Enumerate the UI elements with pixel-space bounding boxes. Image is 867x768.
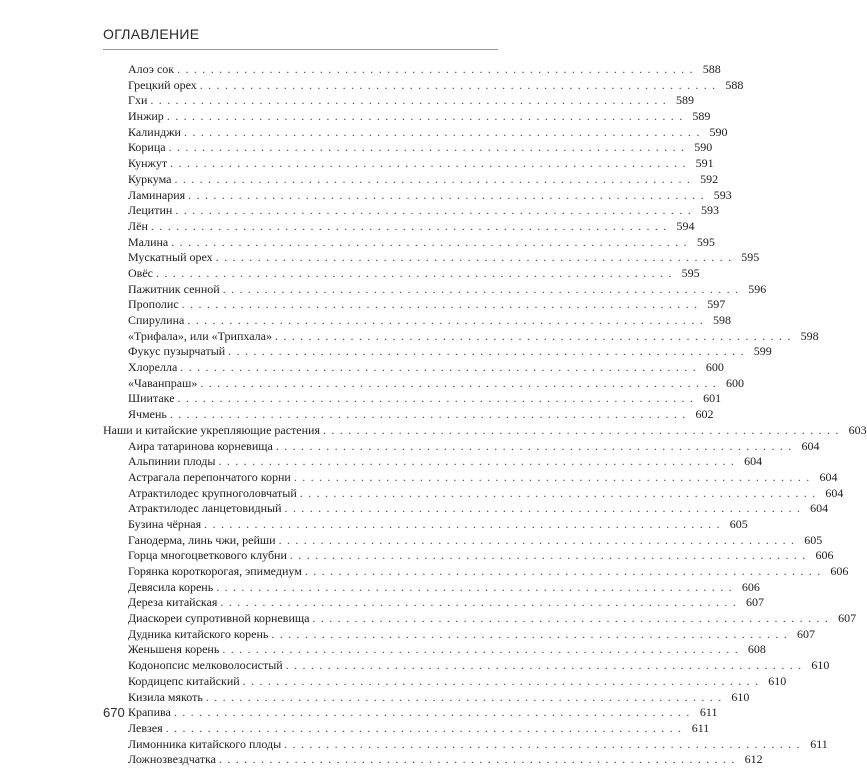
table-of-contents	[103, 62, 867, 768]
dot-leader: . . . . . . . . . . . . . . . . . . . . . . . . . . . . . . . . . . . . . . . . . . . . . . . . . . . . . . . . . . . . . .	[218, 752, 736, 767]
toc-entry-page: 590	[694, 140, 713, 155]
dot-leader: . . . . . . . . . . . . . . . . . . . . . . . . . . . . . . . . . . . . . . . . . . . . . . . . . . . . . . . . . . . . . .	[173, 705, 691, 720]
toc-entry[interactable]	[103, 422, 867, 439]
toc-entry-title: Гхи	[128, 93, 148, 108]
toc-entry[interactable]	[103, 705, 718, 721]
toc-entry[interactable]	[103, 391, 722, 407]
toc-entry-title: Калинджи	[128, 124, 181, 139]
toc-entry[interactable]	[103, 250, 760, 266]
dot-leader: . . . . . . . . . . . . . . . . . . . . . . . . . . . . . . . . . . . . . . . . . . . . . . . . . . . . . . . . . . . . . .	[289, 548, 807, 563]
running-header: ОГЛАВЛЕНИЕ	[103, 26, 200, 42]
dot-leader: . . . . . . . . . . . . . . . . . . . . . . . . . . . . . . . . . . . . . . . . . . . . . . . . . . . . . . . . . . . . . .	[216, 579, 733, 594]
toc-entry[interactable]	[103, 752, 763, 768]
toc-entry-title: Мускатный орех	[128, 250, 213, 265]
toc-entry-title: Малина	[128, 234, 169, 249]
toc-entry-page: 604	[810, 501, 829, 516]
toc-entry[interactable]	[103, 469, 838, 486]
dot-leader: . . . . . . . . . . . . . . . . . . . . . . . . . . . . . . . . . . . . . . . . . . . . . . . . . . . . . . . . . . . . . .	[222, 281, 740, 296]
toc-entry-page: 588	[725, 77, 744, 92]
toc-entry[interactable]	[103, 62, 721, 78]
toc-entry-title: Горца многоцветкового клубни	[128, 548, 287, 563]
toc-entry-title: Грецкий орех	[128, 77, 197, 92]
toc-entry[interactable]	[103, 171, 719, 188]
toc-entry-page: 604	[825, 485, 844, 500]
toc-entry[interactable]	[103, 564, 849, 580]
toc-entry-title: Бузина чёрная	[128, 516, 202, 531]
dot-leader: . . . . . . . . . . . . . . . . . . . . . . . . . . . . . . . . . . . . . . . . . . . . . . . . . . . . . . . . . . . . . .	[166, 109, 684, 124]
dot-leader: . . . . . . . . . . . . . . . . . . . . . . . . . . . . . . . . . . . . . . . . . . . . . . . . . . . . . . . . . . . . . .	[218, 454, 736, 469]
toc-entry-title: Дереза китайская	[128, 595, 218, 610]
dot-leader: . . . . . . . . . . . . . . . . . . . . . . . . . . . . . . . . . . . . . . . . . . . . . . . . . . . . . . . . . . . . . .	[150, 218, 668, 233]
dot-leader: . . . . . . . . . . . . . . . . . . . . . . . . . . . . . . . . . . . . . . . . . . . . . . . . . . . . . . . . . . . . . .	[177, 391, 695, 406]
toc-entry-title: Альпинии плоды	[128, 454, 216, 469]
toc-entry[interactable]	[103, 438, 820, 455]
toc-entry-page: 606	[830, 564, 849, 578]
toc-entry-page: 607	[838, 611, 857, 626]
dot-leader: . . . . . . . . . . . . . . . . . . . . . . . . . . . . . . . . . . . . . . . . . . . . . . . . . . . . . . . . . . . . . .	[177, 62, 694, 76]
toc-entry-page: 594	[676, 218, 695, 233]
toc-entry-title: Кизила мякоть	[128, 689, 203, 704]
dot-leader: . . . . . . . . . . . . . . . . . . . . . . . . . . . . . . . . . . . . . . . . . . . . . . . . . . . . . . . . . . . . . .	[275, 438, 793, 453]
dot-leader: . . . . . . . . . . . . . . . . . . . . . . . . . . . . . . . . . . . . . . . . . . . . . . . . . . . . . . . . . . . . . .	[222, 642, 739, 657]
toc-entry[interactable]	[103, 689, 750, 706]
dot-leader: . . . . . . . . . . . . . . . . . . . . . . . . . . . . . . . . . . . . . . . . . . . . . . . . . . . . . . . . . . . . . .	[312, 611, 830, 626]
toc-entry[interactable]	[103, 265, 700, 282]
dot-leader: . . . . . . . . . . . . . . . . . . . . . . . . . . . . . . . . . . . . . . . . . . . . . . . . . . . . . . . . . . . . . .	[304, 564, 822, 578]
header-rule	[103, 49, 498, 50]
toc-entry[interactable]	[103, 642, 766, 658]
toc-entry-page: 611	[810, 736, 828, 751]
toc-entry[interactable]	[103, 579, 760, 596]
toc-entry[interactable]	[103, 626, 815, 643]
toc-entry[interactable]	[103, 313, 731, 329]
toc-entry-page: 603	[848, 422, 867, 437]
toc-entry[interactable]	[103, 218, 695, 235]
dot-leader: . . . . . . . . . . . . . . . . . . . . . . . . . . . . . . . . . . . . . . . . . . . . . . . . . . . . . . . . . . . . . .	[220, 595, 738, 610]
toc-entry[interactable]	[103, 77, 744, 94]
dot-leader: . . . . . . . . . . . . . . . . . . . . . . . . . . . . . . . . . . . . . . . . . . . . . . . . . . . . . . . . . . . . . .	[271, 626, 788, 641]
toc-entry[interactable]	[103, 328, 819, 345]
toc-entry-title: Лён	[128, 218, 148, 233]
dot-leader: . . . . . . . . . . . . . . . . . . . . . . . . . . . . . . . . . . . . . . . . . . . . . . . . . . . . . . . . . . . . . .	[169, 407, 687, 422]
dot-leader: . . . . . . . . . . . . . . . . . . . . . . . . . . . . . . . . . . . . . . . . . . . . . . . . . . . . . . . . . . . . . .	[180, 360, 697, 375]
toc-entry[interactable]	[103, 124, 728, 141]
dot-leader: . . . . . . . . . . . . . . . . . . . . . . . . . . . . . . . . . . . . . . . . . . . . . . . . . . . . . . . . . . . . . .	[299, 485, 817, 500]
toc-entry-title: Хлорелла	[128, 360, 178, 375]
toc-entry-page: 590	[709, 124, 728, 139]
toc-entry-title: Женьшеня корень	[128, 642, 220, 657]
toc-entry-title: Диаскореи супротивной корневища	[128, 611, 310, 626]
toc-entry-title: Наши и китайские укрепляющие растения	[103, 422, 320, 437]
dot-leader: . . . . . . . . . . . . . . . . . . . . . . . . . . . . . . . . . . . . . . . . . . . . . . . . . . . . . . . . . . . . . .	[204, 516, 721, 531]
toc-entry[interactable]	[103, 203, 719, 219]
dot-leader: . . . . . . . . . . . . . . . . . . . . . . . . . . . . . . . . . . . . . . . . . . . . . . . . . . . . . . . . . . . . . .	[284, 501, 802, 516]
toc-entry-page: 611	[699, 705, 718, 720]
toc-entry-page: 593	[700, 203, 719, 218]
toc-entry[interactable]	[103, 109, 711, 125]
toc-entry-page: 597	[707, 297, 726, 312]
toc-entry-title: Кордицепс китайский	[128, 673, 240, 688]
dot-leader: . . . . . . . . . . . . . . . . . . . . . . . . . . . . . . . . . . . . . . . . . . . . . . . . . . . . . . . . . . . . . .	[284, 736, 801, 751]
toc-entry-page: 607	[796, 626, 815, 641]
toc-entry-title: Спирулина	[128, 313, 185, 327]
toc-entry-title: Крапива	[128, 705, 171, 720]
dot-leader: . . . . . . . . . . . . . . . . . . . . . . . . . . . . . . . . . . . . . . . . . . . . . . . . . . . . . . . . . . . . . .	[278, 532, 796, 547]
toc-entry[interactable]	[103, 516, 748, 533]
toc-entry-page: 611	[691, 720, 710, 735]
toc-entry-page: 595	[681, 265, 700, 280]
toc-entry-title: Фукус пузырчатый	[128, 344, 226, 359]
toc-entry-page: 601	[703, 391, 722, 406]
toc-entry[interactable]	[103, 93, 694, 109]
toc-entry-title: Лимонника китайского плоды	[128, 736, 282, 751]
dot-leader: . . . . . . . . . . . . . . . . . . . . . . . . . . . . . . . . . . . . . . . . . . . . . . . . . . . . . . . . . . . . . .	[242, 673, 760, 688]
toc-entry-page: 593	[713, 187, 732, 202]
toc-entry-title: Ганодерма, линь чжи, рейши	[128, 532, 276, 547]
dot-leader: . . . . . . . . . . . . . . . . . . . . . . . . . . . . . . . . . . . . . . . . . . . . . . . . . . . . . . . . . . . . . .	[323, 422, 840, 437]
toc-entry-title: Девясила корень	[128, 579, 214, 594]
toc-entry-title: Куркума	[128, 171, 172, 186]
dot-leader: . . . . . . . . . . . . . . . . . . . . . . . . . . . . . . . . . . . . . . . . . . . . . . . . . . . . . . . . . . . . . .	[205, 689, 723, 704]
dot-leader: . . . . . . . . . . . . . . . . . . . . . . . . . . . . . . . . . . . . . . . . . . . . . . . . . . . . . . . . . . . . . .	[181, 297, 699, 312]
toc-entry-page: 605	[729, 516, 748, 531]
toc-entry[interactable]	[103, 454, 763, 470]
toc-entry-title: Горянка короткорогая, эпимедиум	[128, 564, 302, 578]
toc-entry-page: 598	[800, 328, 819, 343]
toc-entry-page: 588	[702, 62, 721, 76]
toc-entry[interactable]	[103, 297, 726, 313]
dot-leader: . . . . . . . . . . . . . . . . . . . . . . . . . . . . . . . . . . . . . . . . . . . . . . . . . . . . . . . . . . . . . .	[150, 93, 667, 108]
dot-leader: . . . . . . . . . . . . . . . . . . . . . . . . . . . . . . . . . . . . . . . . . . . . . . . . . . . . . . . . . . . . . .	[200, 375, 717, 390]
dot-leader: . . . . . . . . . . . . . . . . . . . . . . . . . . . . . . . . . . . . . . . . . . . . . . . . . . . . . . . . . . . . . .	[183, 124, 701, 139]
toc-entry-title: «Чаванпраш»	[128, 375, 198, 390]
toc-entry-page: 595	[696, 234, 715, 249]
toc-entry-title: Дудника китайского корень	[128, 626, 269, 641]
dot-leader: . . . . . . . . . . . . . . . . . . . . . . . . . . . . . . . . . . . . . . . . . . . . . . . . . . . . . . . . . . . . . .	[293, 469, 811, 484]
toc-entry[interactable]	[103, 485, 844, 502]
toc-entry[interactable]	[103, 532, 823, 549]
toc-entry-title: Левзея	[128, 720, 163, 735]
toc-entry[interactable]	[103, 187, 732, 204]
toc-entry-page: 610	[811, 658, 830, 673]
toc-entry-title: Прополис	[128, 297, 179, 312]
toc-entry-page: 600	[705, 360, 724, 375]
toc-entry-page: 612	[744, 752, 763, 767]
toc-entry-page: 610	[731, 689, 750, 704]
toc-entry-title: Овёс	[128, 265, 153, 280]
toc-entry-title: Ламинария	[128, 187, 186, 202]
toc-entry[interactable]	[103, 736, 828, 753]
toc-entry-page: 596	[748, 281, 767, 296]
toc-entry[interactable]	[103, 501, 829, 517]
toc-entry[interactable]	[103, 611, 857, 627]
toc-entry-page: 591	[695, 156, 714, 171]
toc-entry-page: 592	[700, 171, 719, 186]
toc-entry-title: Аира татаринова корневища	[128, 438, 273, 453]
toc-entry[interactable]	[103, 548, 834, 564]
toc-entry-title: Алоэ сок	[128, 62, 175, 76]
toc-entry-title: Ложнозвездчатка	[128, 752, 216, 767]
dot-leader: . . . . . . . . . . . . . . . . . . . . . . . . . . . . . . . . . . . . . . . . . . . . . . . . . . . . . . . . . . . . . .	[174, 171, 692, 186]
toc-entry-page: 606	[741, 579, 760, 594]
toc-entry-title: Инжир	[128, 109, 164, 124]
toc-entry[interactable]	[103, 281, 767, 298]
toc-entry[interactable]	[103, 375, 744, 392]
toc-entry-page: 602	[695, 407, 714, 422]
toc-entry[interactable]	[103, 360, 724, 376]
toc-entry-title: Корица	[128, 140, 166, 155]
dot-leader: . . . . . . . . . . . . . . . . . . . . . . . . . . . . . . . . . . . . . . . . . . . . . . . . . . . . . . . . . . . . . .	[155, 265, 673, 280]
toc-entry[interactable]	[103, 720, 710, 737]
toc-entry[interactable]	[103, 344, 772, 360]
toc-entry-title: Кодонопсис мелковолосистый	[128, 658, 283, 673]
dot-leader: . . . . . . . . . . . . . . . . . . . . . . . . . . . . . . . . . . . . . . . . . . . . . . . . . . . . . . . . . . . . . .	[175, 203, 692, 218]
toc-entry-title: Шиитаке	[128, 391, 175, 406]
toc-entry-title: «Трифала», или «Трипхала»	[128, 328, 272, 343]
dot-leader: . . . . . . . . . . . . . . . . . . . . . . . . . . . . . . . . . . . . . . . . . . . . . . . . . . . . . . . . . . . . . .	[170, 156, 687, 171]
dot-leader: . . . . . . . . . . . . . . . . . . . . . . . . . . . . . . . . . . . . . . . . . . . . . . . . . . . . . . . . . . . . . .	[285, 658, 803, 673]
toc-entry-page: 607	[746, 595, 765, 610]
toc-entry-page: 600	[725, 375, 744, 390]
toc-entry-title: Кунжут	[128, 156, 168, 171]
toc-entry[interactable]	[103, 407, 714, 423]
toc-entry[interactable]	[103, 658, 830, 674]
toc-entry-title: Пажитник сенной	[128, 281, 220, 296]
dot-leader: . . . . . . . . . . . . . . . . . . . . . . . . . . . . . . . . . . . . . . . . . . . . . . . . . . . . . . . . . . . . . .	[199, 77, 717, 92]
toc-entry-page: 604	[819, 469, 838, 484]
toc-entry-page: 606	[815, 548, 834, 563]
dot-leader: . . . . . . . . . . . . . . . . . . . . . . . . . . . . . . . . . . . . . . . . . . . . . . . . . . . . . . . . . . . . . .	[228, 344, 745, 359]
toc-entry-page: 598	[712, 313, 731, 327]
toc-entry-title: Лецитин	[128, 203, 173, 218]
toc-entry-page: 589	[675, 93, 694, 108]
toc-entry-page: 604	[801, 438, 820, 453]
toc-entry-page: 589	[692, 109, 711, 124]
toc-entry-title: Атрактилодес крупноголовчатый	[128, 485, 297, 500]
toc-entry[interactable]	[103, 156, 714, 172]
toc-entry[interactable]	[103, 140, 713, 156]
toc-entry[interactable]	[103, 595, 765, 611]
toc-entry-page: 595	[741, 250, 760, 265]
toc-entry-page: 610	[768, 673, 787, 688]
dot-leader: . . . . . . . . . . . . . . . . . . . . . . . . . . . . . . . . . . . . . . . . . . . . . . . . . . . . . . . . . . . . . .	[168, 140, 686, 155]
toc-entry-title: Ячмень	[128, 407, 167, 422]
toc-entry-title: Астрагала перепончатого корни	[128, 469, 291, 484]
toc-entry-title: Атрактилодес ланцетовидный	[128, 501, 282, 516]
toc-entry[interactable]	[103, 234, 715, 251]
toc-entry[interactable]	[103, 673, 787, 690]
toc-entry-page: 604	[744, 454, 763, 469]
toc-entry-page: 605	[804, 532, 823, 547]
dot-leader: . . . . . . . . . . . . . . . . . . . . . . . . . . . . . . . . . . . . . . . . . . . . . . . . . . . . . . . . . . . . . .	[165, 720, 683, 735]
dot-leader: . . . . . . . . . . . . . . . . . . . . . . . . . . . . . . . . . . . . . . . . . . . . . . . . . . . . . . . . . . . . . .	[215, 250, 733, 265]
page-number: 670	[103, 705, 125, 720]
dot-leader: . . . . . . . . . . . . . . . . . . . . . . . . . . . . . . . . . . . . . . . . . . . . . . . . . . . . . . . . . . . . . .	[171, 234, 688, 249]
dot-leader: . . . . . . . . . . . . . . . . . . . . . . . . . . . . . . . . . . . . . . . . . . . . . . . . . . . . . . . . . . . . . .	[188, 187, 705, 202]
dot-leader: . . . . . . . . . . . . . . . . . . . . . . . . . . . . . . . . . . . . . . . . . . . . . . . . . . . . . . . . . . . . . .	[274, 328, 792, 343]
toc-entry-page: 599	[753, 344, 772, 359]
toc-entry-page: 608	[747, 642, 766, 657]
dot-leader: . . . . . . . . . . . . . . . . . . . . . . . . . . . . . . . . . . . . . . . . . . . . . . . . . . . . . . . . . . . . . .	[187, 313, 704, 327]
